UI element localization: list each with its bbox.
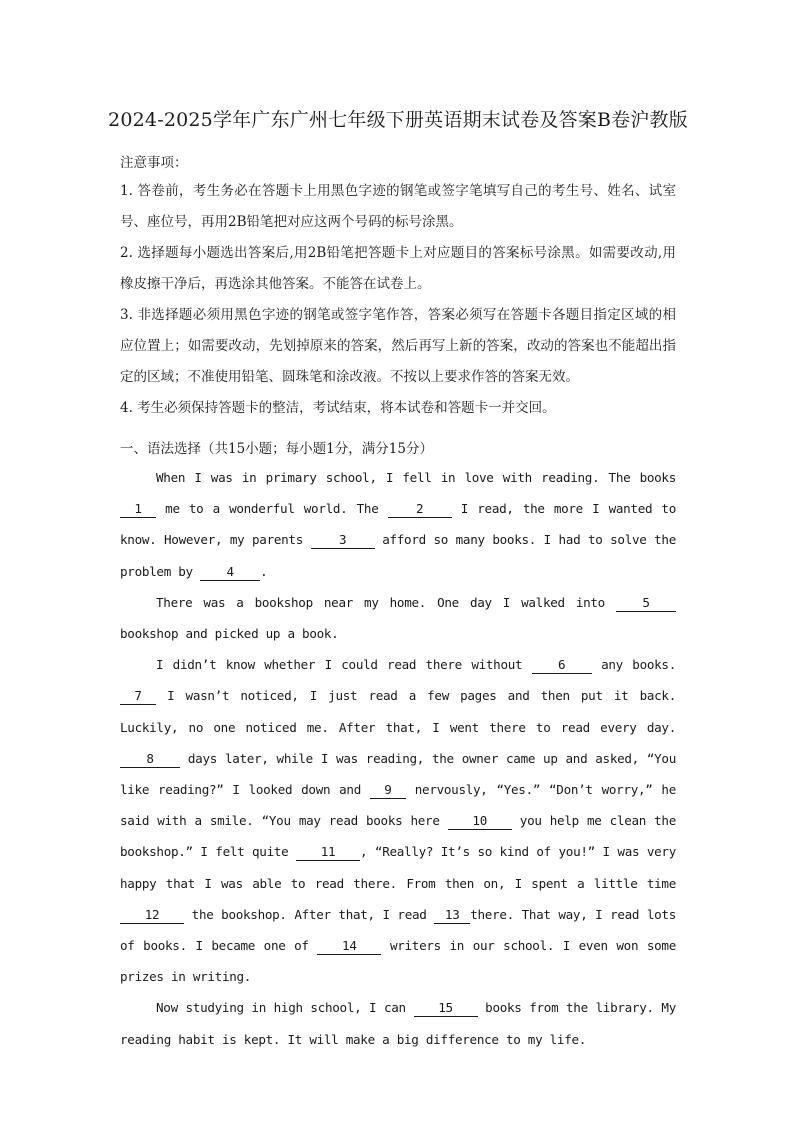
passage-text: days later, while I was reading, the owner came up and asked, “You like reading?” I looked down and	[120, 750, 676, 798]
section-title: 一、语法选择（共15小题；每小题1分，满分15分）	[120, 441, 433, 457]
passage-text: , “Really? It’s so kind of you!” I was very happy that I was able to read there. From then on, I spent a little time	[120, 844, 676, 891]
blank-1: 1	[120, 501, 156, 518]
blank-14: 14	[317, 938, 381, 955]
passage-text: I read, the more I wanted to know. However, my parents	[120, 501, 676, 548]
passage-text: Now studying in high school, I can	[156, 1000, 414, 1016]
passage-text: afford so many books. I had to solve the problem by	[120, 532, 676, 579]
passage-text: you help me clean the bookshop.” I felt quite	[120, 813, 676, 860]
blank-4: 4	[200, 564, 260, 581]
passage-text: books from the library. My reading habit is kept. It will make a big difference to my life.	[120, 1000, 676, 1047]
passage-text: bookshop and picked up a book.	[120, 626, 339, 642]
blank-6: 6	[532, 657, 592, 674]
passage-text: There was a bookshop near my home. One day I walked into	[156, 594, 616, 610]
passage-paragraph-4	[120, 992, 676, 1054]
passage-paragraph-2	[120, 587, 676, 649]
blank-5: 5	[616, 595, 676, 612]
blank-11: 11	[296, 844, 360, 861]
passage-text: me to a wonderful world. The	[156, 501, 388, 517]
passage-text: nervously, “Yes.” “Don’t worry,” he said with a smile. “You may read books here	[120, 782, 676, 829]
blank-8: 8	[120, 751, 180, 768]
passage-text: I didn’t know whether I could read there without	[156, 657, 532, 673]
blank-12: 12	[120, 907, 184, 924]
notes-heading: 注意事项：	[120, 155, 188, 171]
note-item-1: 1. 答卷前，考生务必在答题卡上用黑色字迹的钢笔或签字笔填写自己的考生号、姓名、试室号、座位号，再用2B铅笔把对应这两个号码的标号涂黑。	[120, 183, 676, 230]
blank-9: 9	[370, 782, 406, 799]
page-title: 2024-2025学年广东广州七年级下册英语期末试卷及答案B卷沪教版	[108, 109, 688, 131]
passage-text: there. That way, I read lots of books. I became one of	[120, 906, 676, 954]
passage-text: When I was in primary school, I fell in love with reading. The books	[156, 470, 676, 485]
passage-text: I wasn’t noticed, I just read a few pages and then put it back. Luckily, no one noticed me. After that, I went there to read every day.	[120, 688, 676, 735]
passage-text: the bookshop. After that, I read	[184, 906, 435, 922]
blank-7: 7	[120, 688, 156, 705]
passage-paragraph-1	[120, 462, 676, 587]
blank-3: 3	[311, 532, 375, 549]
blank-15: 15	[414, 1000, 478, 1017]
note-item-2: 2. 选择题每小题选出答案后,用2B铅笔把答题卡上对应题目的答案标号涂黑。如需要改动,用橡皮擦干净后，再选涂其他答案。不能答在试卷上。	[120, 245, 676, 292]
passage-text: any books.	[591, 657, 676, 673]
blank-2: 2	[388, 501, 452, 518]
blank-13: 13	[434, 907, 470, 924]
blank-10: 10	[448, 813, 512, 830]
note-item-3: 3. 非选择题必须用黑色字迹的钢笔或签字笔作答，答案必须写在答题卡各题目指定区域的相应位置上；如需要改动，先划掉原来的答案，然后再写上新的答案，改动的答案也不能超出指定的区域；不准使用铅笔、圆珠笔和涂改液。不按以上要求作答的答案无效。	[120, 307, 676, 385]
exam-page	[108, 100, 688, 1055]
passage-paragraph-3	[120, 649, 676, 992]
passage-text: .	[260, 563, 268, 579]
passage-text: writers in our school. I even won some prizes in writing.	[120, 938, 676, 985]
note-item-4: 4. 考生必须保持答题卡的整洁，考试结束，将本试卷和答题卡一并交回。	[120, 400, 556, 416]
